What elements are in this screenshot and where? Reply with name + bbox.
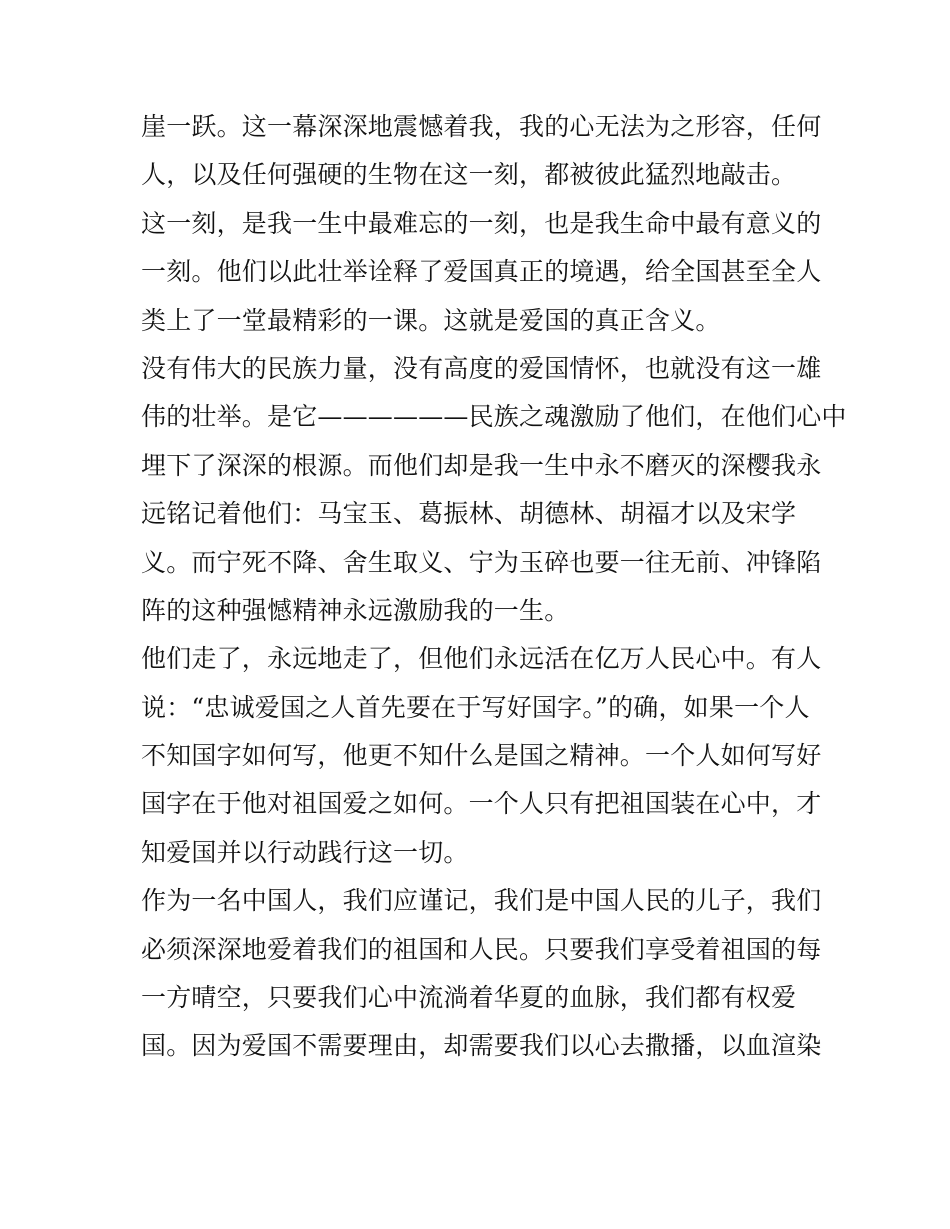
text-line: 阵的这种强憾精神永远激励我的一生。: [141, 595, 570, 625]
text-line: 一刻。他们以此壮举诠释了爱国真正的境遇，给全国甚至全人: [141, 257, 822, 287]
text-line: 类上了一堂最精彩的一课。这就是爱国的真正含义。: [141, 305, 721, 335]
text-line: 说：“忠诚爱国之人首先要在于写好国字。”的确，如果一个人: [141, 692, 810, 722]
text-line: 崖一跃。这一幕深深地震憾着我，我的心无法为之形容，任何: [141, 112, 822, 141]
text-line: 一方晴空，只要我们心中流淌着华夏的血脉，我们都有权爱: [141, 983, 797, 1013]
text-line: 远铭记着他们：马宝玉、葛振林、胡德林、胡福才以及宋学: [141, 499, 797, 529]
body-text: [141, 103, 847, 1071]
text-line: 伟的壮举。是它——————民族之魂激励了他们，在他们心中: [141, 402, 847, 432]
text-line: 义。而宁死不降、舍生取义、宁为玉碎也要一往无前、冲锋陷: [141, 547, 822, 577]
text-line: 知爱国并以行动践行这一切。: [141, 837, 469, 867]
text-line: 没有伟大的民族力量，没有高度的爱国情怀，也就没有这一雄: [141, 353, 822, 383]
text-line: 这一刻，是我一生中最难忘的一刻，也是我生命中最有意义的: [141, 208, 822, 238]
text-line: 不知国字如何写，他更不知什么是国之精神。一个人如何写好: [141, 741, 822, 771]
text-line: 他们走了，永远地走了，但他们永远活在亿万人民心中。有人: [141, 644, 822, 674]
text-line: 国。因为爱国不需要理由，却需要我们以心去撒播，以血渲染: [141, 1031, 822, 1061]
text-line: 人，以及任何强硬的生物在这一刻，都被彼此猛烈地敲击。: [141, 160, 797, 190]
text-line: 作为一名中国人，我们应谨记，我们是中国人民的儿子，我们: [141, 886, 822, 916]
text-line: 国字在于他对祖国爱之如何。一个人只有把祖国装在心中，才: [141, 789, 822, 819]
text-line: 埋下了深深的根源。而他们却是我一生中永不磨灭的深樱我永: [141, 450, 822, 480]
text-line: 必须深深地爱着我们的祖国和人民。只要我们享受着祖国的每: [141, 934, 822, 964]
